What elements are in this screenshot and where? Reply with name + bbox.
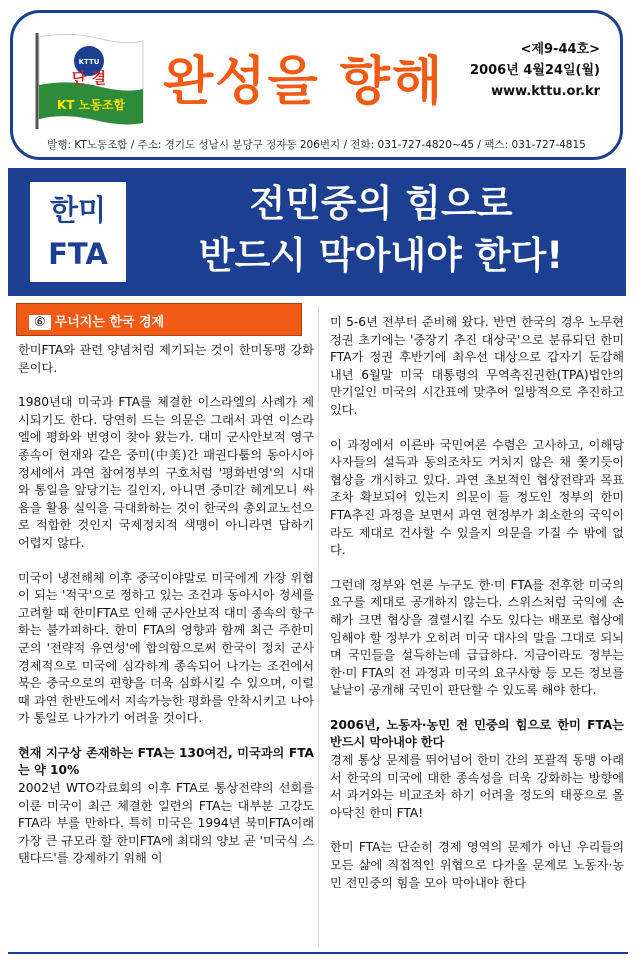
subheading: 현재 지구상 존재하는 FTA는 130여건, 미국과의 FTA는 약 10% xyxy=(18,745,314,778)
footer-rule xyxy=(8,952,628,954)
paragraph: 미 5-6년 전부터 준비해 왔다. 반면 한국의 경우 노무현 정권 초기에는 '중장기 추진 대상국'으로 분류되던 한미FTA가 정권 후반기에 최우선 대상으로 갑자기 둔갑해 내년 6월말 미국 대통령의 무역촉진권한(TPA)법안의 만기일인 미국의 시간표에 맞추어 일방적으로 추진하고 있다. xyxy=(330,315,624,417)
issue-number: <제9-44호> xyxy=(520,42,600,57)
flag-slogan-text: 단 결 xyxy=(71,69,107,87)
topic-tag-line2: FTA xyxy=(48,237,108,271)
section-number: ⑥ xyxy=(29,315,51,330)
subheading: 2006년, 노동자·농민 전 민중의 힘으로 한미 FTA는 반드시 막아내야 한다 xyxy=(330,717,624,750)
flag-band-text: KT 노동조합 xyxy=(56,98,126,112)
paragraph: 이 과정에서 이른바 국민여론 수렴은 고사하고, 이해당사자들의 설득과 동의조차도 거치지 않은 채 쫓기듯이 협상을 개시하고 있다. 과연 초보적인 협상전략과 목표조차 확보되어 있는지 의문이 들 정도인 정부의 한미 FTA추진 과정을 보면서 과연 현정부가 최소한의 국익이라도 제대로 건사할 수 있을지 의문을 가질 수 밖에 없다. xyxy=(330,437,624,558)
topic-tag-line1: 한미 xyxy=(49,193,107,227)
column-divider xyxy=(318,306,319,946)
masthead-box xyxy=(10,10,623,160)
section-title: 무너지는 한국 경제 xyxy=(54,315,165,330)
issue-date: 2006년 4월24일(월) xyxy=(470,63,600,78)
paragraph: 미국이 냉전해체 이후 중국이야말로 미국에게 가장 위협이 되는 '적국'으로 정하고 있는 조건과 동아시아 정세를 고려할 때 한미FTA로 인해 군사안보적 대미 종속의 항구화는 불가피하다. 한미 FTA의 영향과 함께 최근 주한미군의 '전략적 유연성'에 합의함으로써 한국이 정치 군사 경제적으로 미국에 심각하게 종속되어 나가는 조건에서 북은 중국으로의 편향을 더욱 심화시킬 수 있으며, 이럴 때 과연 한반도에서 지속가능한 평화를 안착시키고 나아가 통일로 나가가기 어려울 것이다. xyxy=(18,570,314,726)
paragraph: 한미 FTA는 단순히 경제 영역의 문제가 아닌 우리들의 모든 삶에 직접적인 위협으로 다가올 문제로 노동자·농민 전민중의 힘을 모아 막아내야 한다 xyxy=(330,840,624,890)
paragraph: 1980년대 미국과 FTA를 체결한 이스라엘의 사례가 제시되기도 한다. 당연히 드는 의문은 그래서 과연 이스라엘에 평화와 번영이 찾아 왔는가. 대미 군사안보적 영구종속이 현재와 같은 중미(中美)간 패권다툼의 동아시아 정세에서 과연 참여정부의 구호처럼 '평화번영'의 시대와 통일을 앞당기는 길인지, 아니면 중미간 헤게모니 싸움을 활용 실익을 극대화하는 것이 한국의 총외교노선으로 적합한 것인지 국제정치적 색맹이 아니라면 답하기 어렵지 않다. xyxy=(18,395,314,550)
union-flag-logo xyxy=(31,27,147,131)
headline xyxy=(146,178,616,282)
issue-info xyxy=(470,39,600,102)
paragraph: 그런데 정부와 언론 누구도 한·미 FTA를 전후한 미국의 요구를 제대로 공개하지 않는다. 스위스처럼 국익에 손해가 크면 협상을 결렬시킬 수도 있다는 배포로 협상에 임해야 할 정부가 오히려 미국 대사의 말을 그대로 되뇌며 국민들을 설득하는데 급급하다. 지금이라도 정부는 한·미 FTA의 전 과정과 미국의 요구사항 등 모든 정보를 낱낱이 공개해 국민이 판단할 수 있도록 해야 한다. xyxy=(330,577,624,698)
article-left-column xyxy=(18,342,314,885)
masthead-title: 완성을 향해 xyxy=(163,52,445,112)
topic-tag xyxy=(30,182,126,282)
publisher-info: 발행: KT노동조합 / 주소: 경기도 성남시 분당구 정자동 206번지 / 전화: 031-727-4820~45 / 팩스: 031-727-4815 xyxy=(47,139,586,151)
paragraph: 경제 통상 문제를 뛰어넘어 한미 간의 포괄적 동맹 아래서 한국의 미국에 대한 종속성을 더욱 강화하는 방향에서 과거와는 비교조차 하기 어려울 정도의 태풍으로 몰아닥친 한미 FTA! xyxy=(330,753,624,820)
website-link[interactable]: www.kttu.or.kr xyxy=(491,84,600,99)
headline-line2: 반드시 막아내야 한다! xyxy=(198,234,564,277)
headline-line1: 전민중의 힘으로 xyxy=(249,182,513,225)
paragraph: 한미FTA와 관련 양념처럼 제기되는 것이 한미동맹 강화론이다. xyxy=(18,343,314,375)
flag-badge-text: KTTU xyxy=(78,58,100,66)
article-right-column xyxy=(330,314,624,909)
paragraph: 2002년 WTO각료회의 이후 FTA로 통상전략의 선회를 이룬 미국이 최근 체결한 일련의 FTA는 대부분 고강도 FTA라 부를 만하다. 특히 미국은 1994년 북미FTA이래 가장 큰 규모라 할 한미FTA에 최대의 양보 곧 '미국식 스탠다드'를 강제하기 위해 이 xyxy=(18,781,314,866)
headline-banner xyxy=(8,168,626,296)
section-heading xyxy=(16,303,302,336)
